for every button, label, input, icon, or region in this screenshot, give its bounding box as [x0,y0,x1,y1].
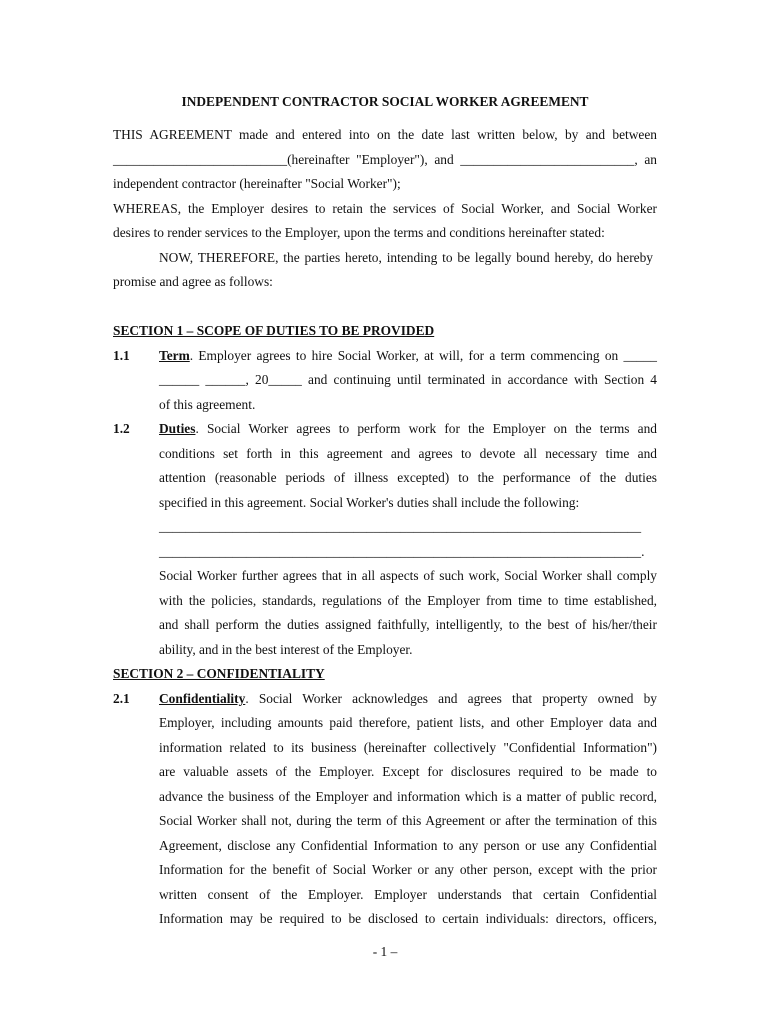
clause-1-1-line: Term. Employer agrees to hire Social Worker, at will, for a term commencing on _____ [159,348,657,363]
clause-1-2-line: conditions set forth in this agreement and agrees to devote all necessary time and [159,446,657,461]
clause-2-1-line: Agreement, disclose any Confidential Information to any person or use any Confidential [159,838,657,853]
clause-number: 1.2 [113,421,130,436]
intro-line: independent contractor (hereinafter "Social Worker"); [113,176,401,191]
clause-2-1-line: Confidentiality. Social Worker acknowledges and agrees that property owned by [159,691,657,706]
clause-2-1-line: Employer, including amounts paid therefore, patient lists, and other Employer data and [159,715,657,730]
duties-blank-line: ________________________________________________________________________ [159,519,642,534]
clause-2-1-line: advance the business of the Employer and information which is a matter of public record, [159,789,657,804]
page-number: - 1 – [372,944,398,959]
intro-line: __________________________(hereinafter "Employer"), and __________________________, an [113,152,657,167]
clause-2-1-line: written consent of the Employer. Employer understands that certain Confidential [159,887,657,902]
clause-1-2-line: specified in this agreement. Social Worker's duties shall include the following: [159,495,580,510]
clause-2-1-line: Information for the benefit of Social Worker or any other person, except with the prior [159,862,657,877]
intro-line: desires to render services to the Employer, upon the terms and conditions hereinafter stated: [113,225,605,240]
clause-number: 1.1 [113,348,130,363]
clause-1-1-line: ______ ______, 20_____ and continuing until terminated in accordance with Section 4 [159,372,657,387]
clause-1-2-further-line: Social Worker further agrees that in all aspects of such work, Social Worker shall comply [159,568,657,583]
clause-1-2-line: Duties. Social Worker agrees to perform work for the Employer on the terms and [159,421,657,436]
section-2-heading: SECTION 2 – CONFIDENTIALITY [113,666,325,681]
section-1-heading: SECTION 1 – SCOPE OF DUTIES TO BE PROVIDED [113,323,435,338]
clause-2-1-line: information related to its business (hereinafter collectively "Confidential Information") [159,740,657,755]
clause-1-2-further-line: and shall perform the duties assigned faithfully, intelligently, to the best of his/her/their [159,617,657,632]
clause-1-2-further-line: ability, and in the best interest of the Employer. [159,642,413,657]
clause-2-1-line: Information may be required to be disclosed to certain individuals: directors, officers, [159,911,657,926]
term-label: Term [159,348,190,363]
confidentiality-label: Confidentiality [159,691,246,706]
clause-1-2-further-line: with the policies, standards, regulations of the Employer from time to time established, [159,593,657,608]
clause-1-1-line: of this agreement. [159,397,256,412]
document-title: INDEPENDENT CONTRACTOR SOCIAL WORKER AGREEMENT [181,94,589,109]
duties-blank-line: ________________________________________________________________________. [159,544,645,559]
clause-2-1-line: are valuable assets of the Employer. Except for disclosures required to be made to [159,764,657,779]
intro-line: WHEREAS, the Employer desires to retain the services of Social Worker, and Social Worker [113,201,657,216]
clause-number: 2.1 [113,691,130,706]
clause-1-2-line: attention (reasonable periods of illness excepted) to the performance of the duties [159,470,657,485]
intro-line: NOW, THEREFORE, the parties hereto, intending to be legally bound hereby, do hereby [159,250,653,265]
duties-label: Duties [159,421,196,436]
intro-line: THIS AGREEMENT made and entered into on the date last written below, by and between [113,127,657,142]
clause-2-1-line: Social Worker shall not, during the term of this Agreement or after the termination of this [159,813,657,828]
intro-line: promise and agree as follows: [113,274,273,289]
